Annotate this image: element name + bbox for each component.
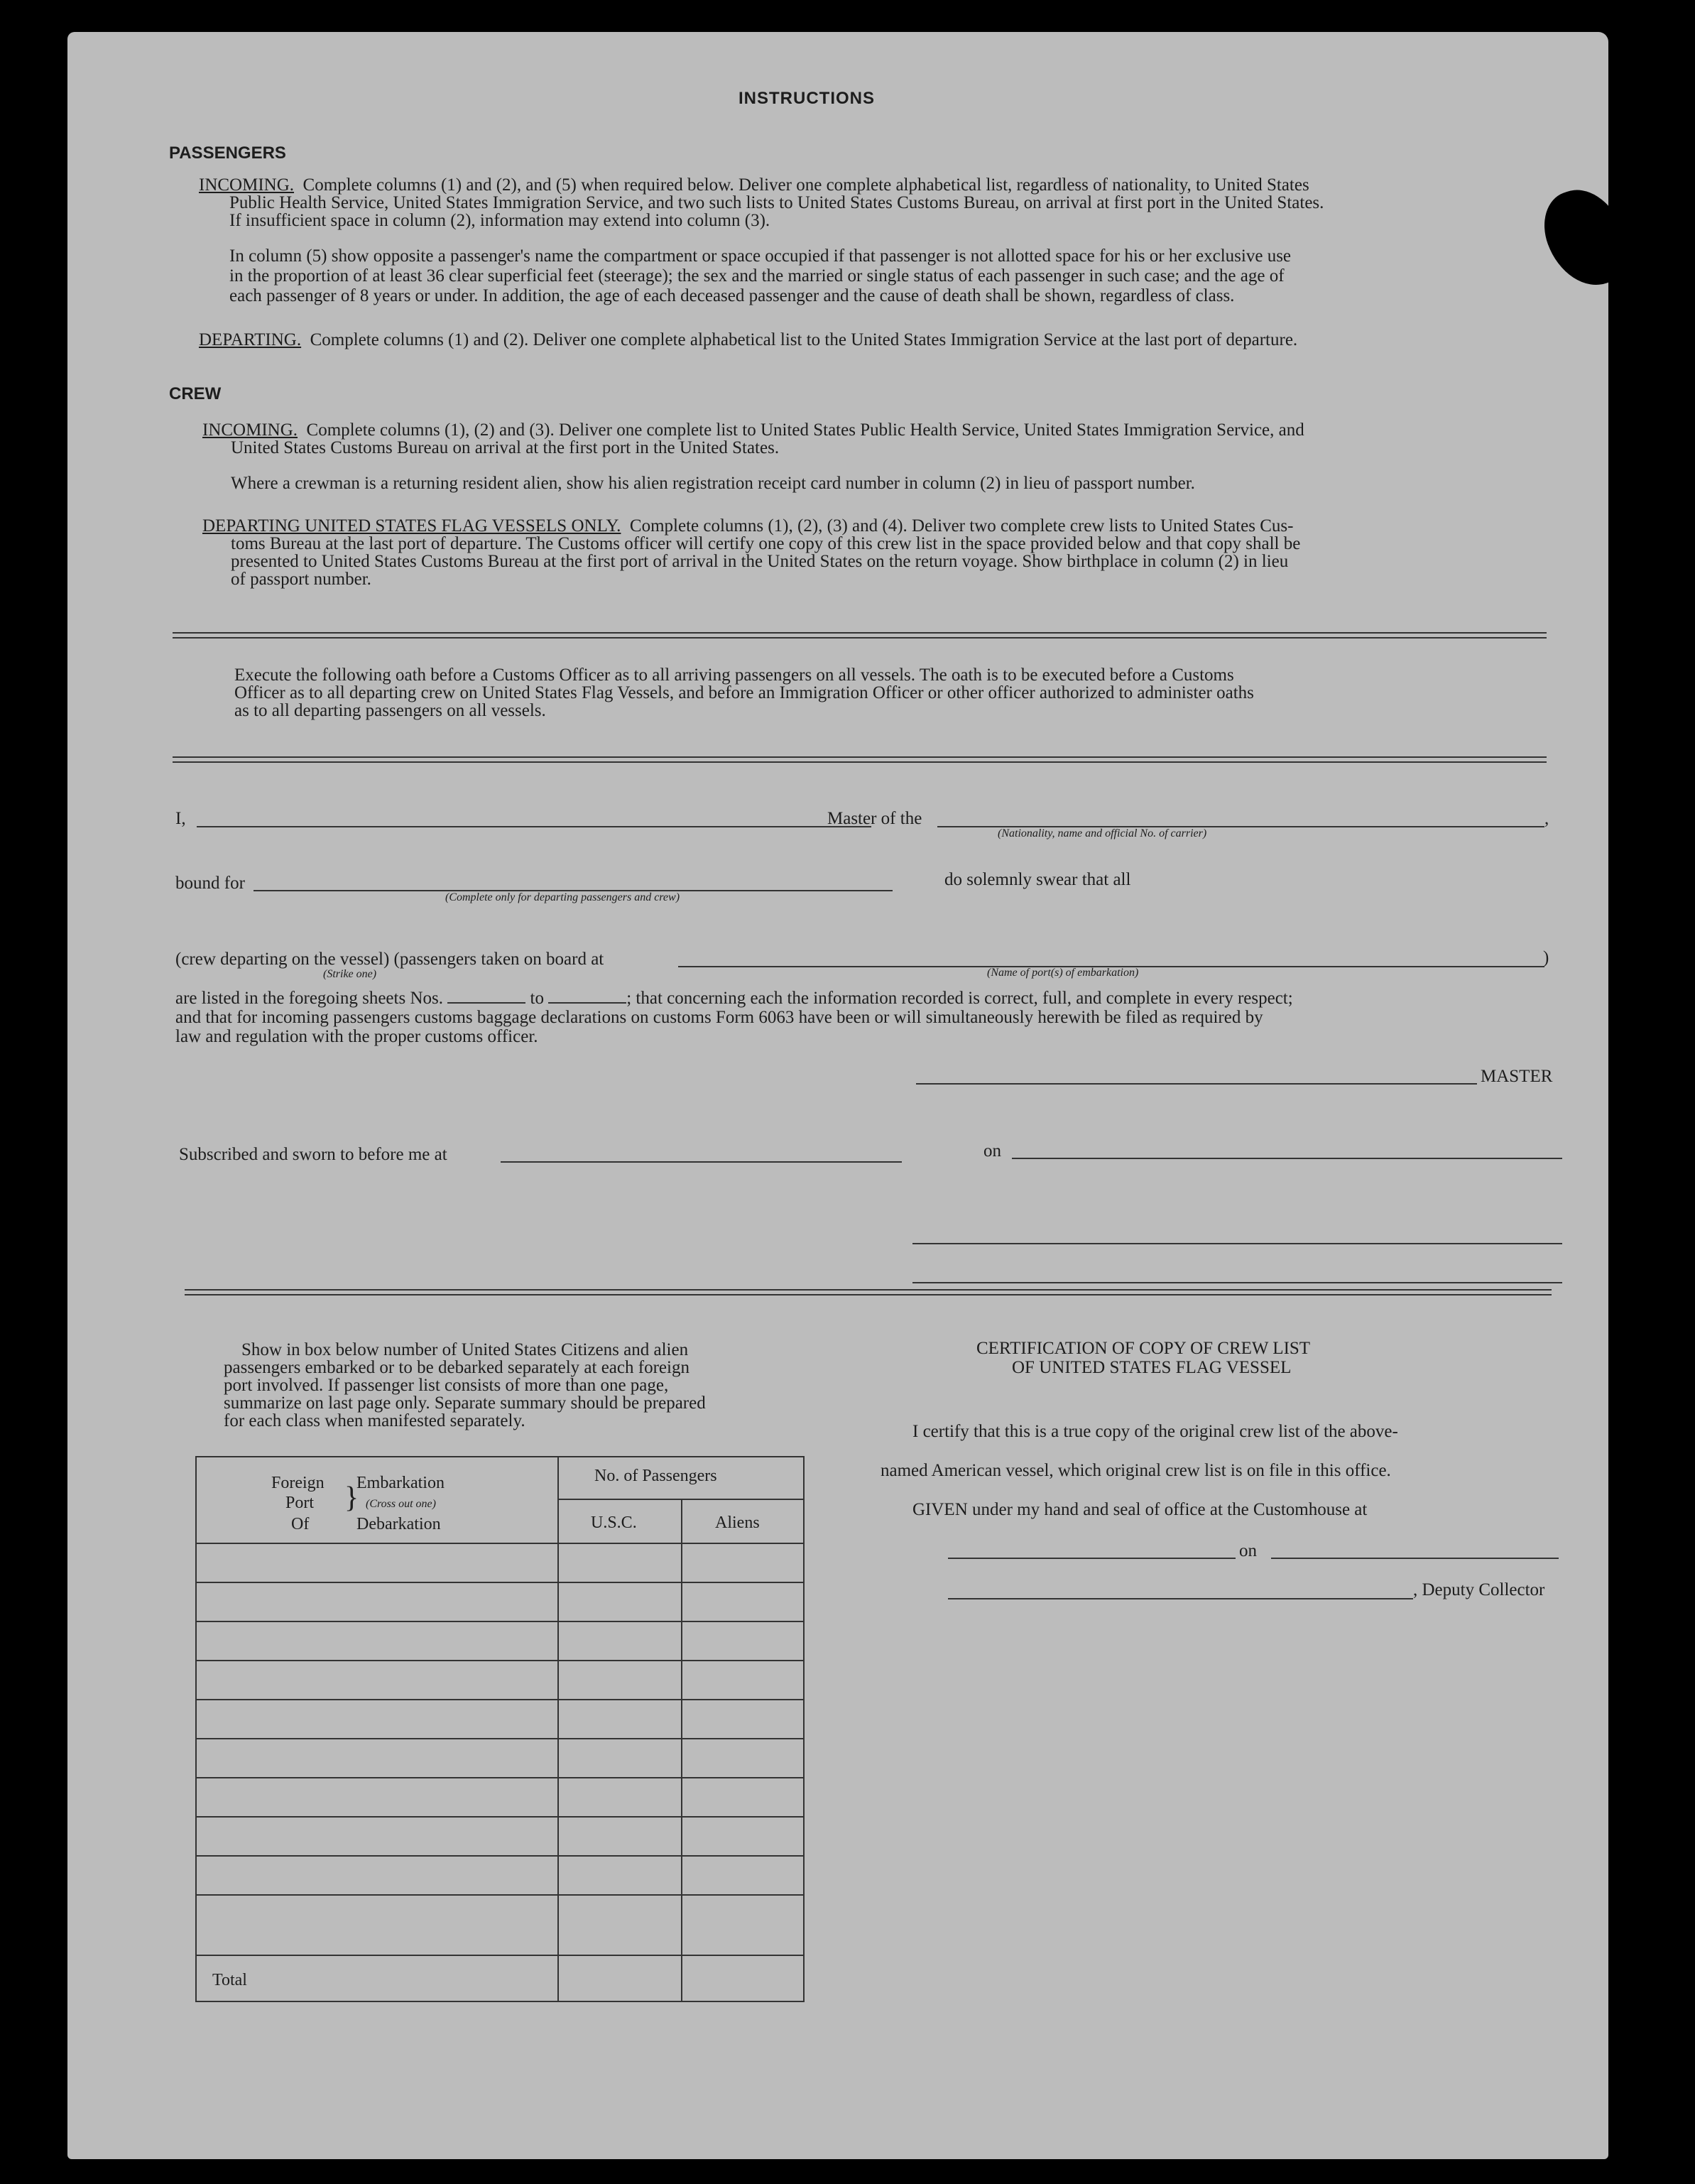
subscribed-label: Subscribed and sworn to before me at (179, 1145, 447, 1164)
header-of: Of (291, 1515, 310, 1533)
comma: , (1544, 809, 1549, 828)
table-row (197, 1738, 803, 1739)
oath-line: and that for incoming passengers customs baggage declarations on customs Form 6063 have been or will simultaneously herewith be filed as required by (175, 1008, 1263, 1027)
passenger-summary-table (195, 1456, 805, 2002)
table-row (197, 1543, 803, 1544)
ports-caption: (Name of port(s) of embarkation) (987, 967, 1139, 979)
column5-line: In column (5) show opposite a passenger's name the compartment or space occupied if that passenger is not allotted space for his or her exclusive use (229, 246, 1292, 266)
table-row (197, 1660, 803, 1661)
deputy-signature-line[interactable] (948, 1598, 1413, 1599)
strike-one-caption: (Strike one) (323, 968, 377, 980)
crew-departing-line: DEPARTING UNITED STATES FLAG VESSELS ONLY. Complete columns (1), (2), (3) and (4). Deliver two complete crew lists to United States Cus- (202, 516, 1294, 536)
header-debarkation: Debarkation (356, 1515, 441, 1533)
crew-departing-line: of passport number. (231, 570, 371, 589)
column5-line: each passenger of 8 years or under. In addition, the age of each deceased passenger and the cause of death shall be shown, regardless of class. (229, 286, 1235, 305)
table-row (197, 1855, 803, 1857)
column5-line: in the proportion of at least 36 clear superficial feet (steerage); the sex and the married or single status of each passenger in such case; and the age of (229, 266, 1285, 286)
header-cross-out: (Cross out one) (366, 1498, 436, 1510)
summary-instruction-line: for each class when manifested separately. (224, 1411, 525, 1430)
summary-instruction-line: port involved. If passenger list consists of more than one page, (224, 1376, 669, 1395)
master-signature-line[interactable] (916, 1083, 1477, 1085)
passengers-departing-line: DEPARTING. Complete columns (1) and (2). Deliver one complete alphabetical list to the United States Immigration Service at the last port of departure. (199, 330, 1298, 349)
customhouse-line[interactable] (948, 1558, 1236, 1559)
torn-hole (1533, 178, 1608, 297)
brace: } (344, 1482, 359, 1514)
divider (173, 756, 1547, 763)
certification-line: named American vessel, which original crew list is on file in this office. (881, 1461, 1391, 1480)
certification-line: I certify that this is a true copy of the original crew list of the above- (912, 1422, 1398, 1441)
divider (185, 1289, 1552, 1295)
complete-only-caption: (Complete only for departing passengers and crew) (445, 891, 680, 903)
nationality-caption: (Nationality, name and official No. of carrier) (998, 827, 1207, 840)
header-embarkation: Embarkation (356, 1474, 445, 1492)
table-row (197, 1621, 803, 1622)
crew-heading: CREW (169, 384, 222, 403)
header-foreign: Foreign (271, 1474, 325, 1492)
certification-title: OF UNITED STATES FLAG VESSEL (1012, 1358, 1292, 1377)
summary-instruction-line: passengers embarked or to be debarked separately at each foreign (224, 1358, 690, 1377)
form-page (67, 32, 1608, 2159)
header-usc: U.S.C. (591, 1514, 637, 1532)
certification-date-line[interactable] (1271, 1558, 1559, 1559)
oath-instruction-line: Execute the following oath before a Customs Officer as to all arriving passengers on all vessels. The oath is to be executed before a Customs (234, 665, 1234, 685)
bound-for-label: bound for (175, 874, 245, 893)
header-aliens: Aliens (715, 1514, 760, 1532)
subscribed-date-line[interactable] (1012, 1158, 1562, 1159)
passengers-incoming-line: If insufficient space in column (2), information may extend into column (3). (229, 211, 770, 230)
header-port: Port (285, 1494, 315, 1512)
page-title: INSTRUCTIONS (739, 89, 875, 108)
table-header-divider (557, 1499, 803, 1500)
officer-title-line[interactable] (912, 1282, 1562, 1283)
table-row (197, 1699, 803, 1700)
solemnly-swear-label: do solemnly swear that all (944, 870, 1131, 889)
crew-departing-line: presented to United States Customs Bureau at the first port of arrival in the United States on the return voyage. Show birthplace in column (2) in lieu (231, 552, 1289, 571)
table-row (197, 1816, 803, 1818)
oath-instruction-line: as to all departing passengers on all vessels. (234, 701, 546, 720)
summary-instruction-line: Show in box below number of United States Citizens and alien (241, 1340, 689, 1359)
divider (173, 632, 1547, 639)
sheets-line: are listed in the foregoing sheets Nos. to ; that concerning each the information recorded is correct, full, and complete in every respect; (175, 989, 1293, 1008)
crew-departing-label: (crew departing on the vessel) (passengers taken on board at (175, 950, 604, 969)
total-label: Total (212, 1971, 247, 1989)
table-column-divider (681, 1500, 682, 2001)
table-column-divider (557, 1457, 559, 2001)
certification-title: CERTIFICATION OF COPY OF CREW LIST (976, 1339, 1311, 1358)
oath-line: law and regulation with the proper customs officer. (175, 1027, 538, 1046)
table-row (197, 1955, 803, 1956)
master-of-the-label: Master of the (827, 809, 922, 828)
subscribed-place-line[interactable] (501, 1161, 902, 1163)
header-no-of-passengers: No. of Passengers (594, 1467, 717, 1485)
crew-resident-line: Where a crewman is a returning resident alien, show his alien registration receipt card number in column (2) in lieu of passport number. (231, 474, 1195, 493)
passengers-incoming-line: INCOMING. Complete columns (1) and (2), and (5) when required below. Deliver one complete alphabetical list, regardless of nationality, to United States (199, 175, 1309, 195)
master-label: MASTER (1481, 1067, 1553, 1086)
table-row (197, 1894, 803, 1896)
oath-instruction-line: Officer as to all departing crew on United States Flag Vessels, and before an Immigration Officer or other officer authorized to administer oaths (234, 683, 1254, 702)
oath-i-label: I, (175, 809, 186, 828)
deputy-collector-label: , Deputy Collector (1413, 1580, 1545, 1599)
crew-incoming-line: United States Customs Bureau on arrival at the first port in the United States. (231, 438, 780, 457)
crew-incoming-line: INCOMING. Complete columns (1), (2) and (3). Deliver one complete list to United States Public Health Service, United States Immigration Service, and (202, 420, 1304, 440)
subscribed-on-label: on (983, 1141, 1001, 1161)
certification-given: GIVEN under my hand and seal of office at the Customhouse at (912, 1500, 1368, 1519)
passengers-heading: PASSENGERS (169, 143, 286, 163)
officer-signature-line[interactable] (912, 1243, 1562, 1244)
passengers-incoming-line: Public Health Service, United States Immigration Service, and two such lists to United States Customs Bureau, on arrival at first port in the United States. (229, 193, 1324, 212)
name-line[interactable] (197, 826, 871, 827)
close-paren: ) (1543, 948, 1549, 967)
summary-instruction-line: summarize on last page only. Separate summary should be prepared (224, 1393, 706, 1413)
crew-departing-line: toms Bureau at the last port of departure. The Customs officer will certify one copy of this crew list in the space provided below and that copy shall be (231, 534, 1301, 553)
certification-on-label: on (1239, 1541, 1257, 1560)
table-row (197, 1582, 803, 1583)
table-row (197, 1777, 803, 1778)
